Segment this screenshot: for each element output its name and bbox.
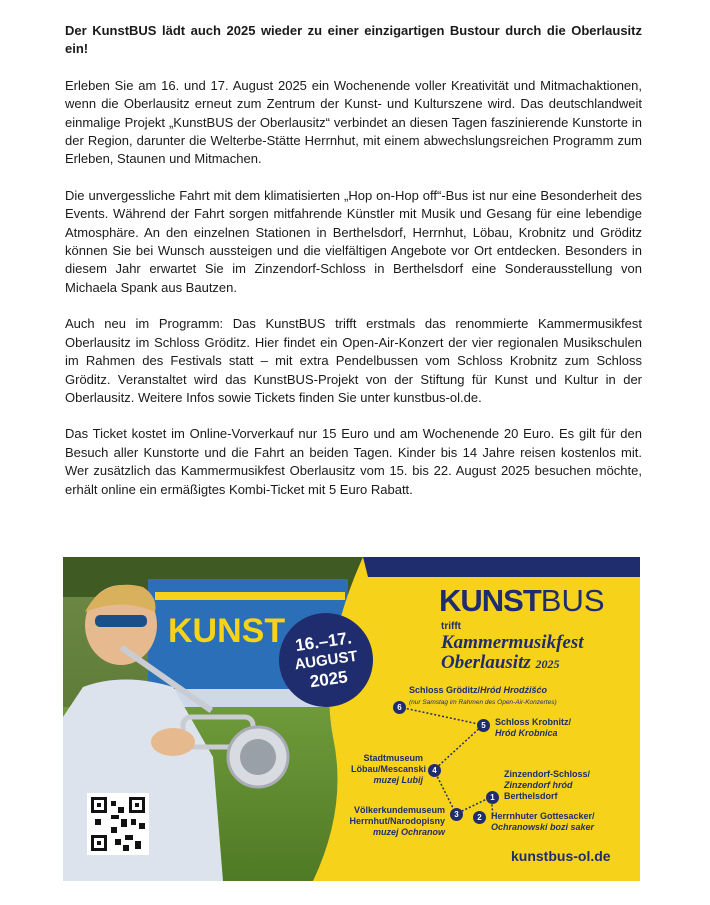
stop-number-2: 2 [473, 811, 486, 824]
date-month: AUGUST [293, 647, 359, 673]
stop-herrnhut-museum [339, 805, 445, 838]
stop-gottesacker-sorb: Ochranowski bozi saker [491, 822, 595, 832]
kunstbus-logo [439, 583, 605, 619]
article-paragraph-2: Die unvergessliche Fahrt mit dem klimatisierten „Hop on-Hop off“-Bus ist nur eine Besonderheit des Events. Während der Fahrt sorgen mitfahrende Künstler mit Musik und Gesang für eine lebendige Atmosphäre. An den einzelnen Stationen in Berthelsdorf, Herrnhut, Löbau, Krobnitz und Gröditz können Sie bei Wunsch aussteigen und die vielfältigen Angebote vor Ort entdecken. Besonders in diesem Jahr erwartet Sie im Zinzendorf-Schloss in Berthelsdorf eine Sonderausstellung von Michaela Spank aus Bautzen. [65, 187, 642, 295]
stop-number-6: 6 [393, 701, 406, 714]
stop-loebau-name2: Löbau/Mescanski [351, 764, 427, 774]
stop-krobnitz [495, 717, 571, 739]
stop-loebau-sorb: muzej Lubij [373, 775, 423, 785]
article-paragraph-4: Das Ticket kostet im Online-Vorverkauf nur 15 Euro und am Wochenende 20 Euro. Es gilt für den Besuch aller Kunstorte und die Fahrt an beiden Tagen. Kinder bis 14 Jahre reisen kostenlos mit. Wer zusätzlich das Kammermusikfest Oberlausitz vom 15. bis 22. August 2025 besuchen möchte, erhält online ein ermäßigtes Kombi-Ticket mit 5 Euro Rabatt. [65, 426, 642, 497]
stop-groeditz [409, 685, 557, 708]
date-days: 16.–17. [293, 627, 353, 655]
stop-groeditz-name: Schloss Gröditz/ [409, 685, 481, 695]
stop-herrnhut-museum-name2: Herrnhut/Narodopisny [349, 816, 445, 826]
stop-number-1: 1 [486, 791, 499, 804]
website-url: kunstbus-ol.de [511, 848, 611, 864]
stop-herrnhut-museum-sorb: muzej Ochranow [372, 827, 445, 837]
article [65, 22, 642, 517]
date-year: 2025 [308, 666, 349, 691]
stop-number-5: 5 [477, 719, 490, 732]
festival-line-2: Oberlausitz [441, 652, 531, 673]
stop-loebau [351, 753, 427, 786]
logo-bus: BUS [540, 583, 605, 618]
article-headline: Der KunstBUS lädt auch 2025 wieder zu einer einzigartigen Bustour durch die Oberlausitz ein! [65, 23, 642, 57]
festival-name [441, 633, 584, 674]
stop-herrnhut-museum-name: Völkerkundemuseum [353, 805, 445, 815]
stop-groeditz-note: (nur Samstag im Rahmen des Open-Air-Konzertes) [409, 699, 557, 706]
stop-gottesacker-name: Herrnhuter Gottesacker/ [491, 811, 595, 821]
festival-year: 2025 [535, 657, 560, 671]
article-paragraph-1: Erleben Sie am 16. und 17. August 2025 ein Wochenende voller Kreativität und Mitmachaktionen, wenn die Oberlausitz erneut zum Zentrum der Kunst- und Kulturszene wird. Das deutschlandweit einmalige Projekt „KunstBUS der Oberlausitz“ verbindet an diesen Tagen faszinierende Kunstorte in der Region, darunter die Welterbe-Stätte Herrnhut, mit einem abwechslungsreichen Programm zum Erleben, Staunen und Mitmachen. [65, 77, 642, 167]
article-paragraph-3: Auch neu im Programm: Das KunstBUS trifft erstmals das renommierte Kammermusikfest Oberlausitz im Schloss Gröditz. Hier findet ein Open-Air-Konzert der vier regionalen Musikschulen im Rahmen des Festivals statt – mit extra Pendelbussen vom Schloss Krobnitz zum Schloss Gröditz. Veranstaltet wird das KunstBUS-Projekt von der Stiftung für Kunst und Kultur in der Oberlausitz. Weitere Infos sowie Tickets finden Sie unter kunstbus-ol.de. [65, 316, 642, 405]
stop-krobnitz-sorb: Hród Krobnica [495, 728, 558, 738]
festival-line-1: Kammermusikfest [441, 632, 584, 653]
stop-number-3: 3 [450, 808, 463, 821]
stop-loebau-name: Stadtmuseum [363, 753, 423, 763]
stop-gottesacker [491, 811, 595, 833]
logo-kunst: KUNST [439, 583, 541, 618]
trifft-label: trifft [441, 621, 461, 632]
stop-berthelsdorf-sorb: Berthelsdorf [504, 791, 558, 801]
stop-berthelsdorf-name2: Zinzendorf hród [504, 780, 573, 790]
stop-krobnitz-name: Schloss Krobnitz/ [495, 717, 572, 727]
stop-groeditz-sorb: Hród Hrodźišćo [480, 685, 548, 695]
stop-berthelsdorf-name: Zinzendorf-Schloss/ [504, 769, 591, 779]
event-poster [63, 557, 640, 881]
stop-number-4: 4 [428, 764, 441, 777]
banner-kunst-text: KUNST [168, 612, 286, 650]
stop-berthelsdorf [504, 769, 590, 802]
